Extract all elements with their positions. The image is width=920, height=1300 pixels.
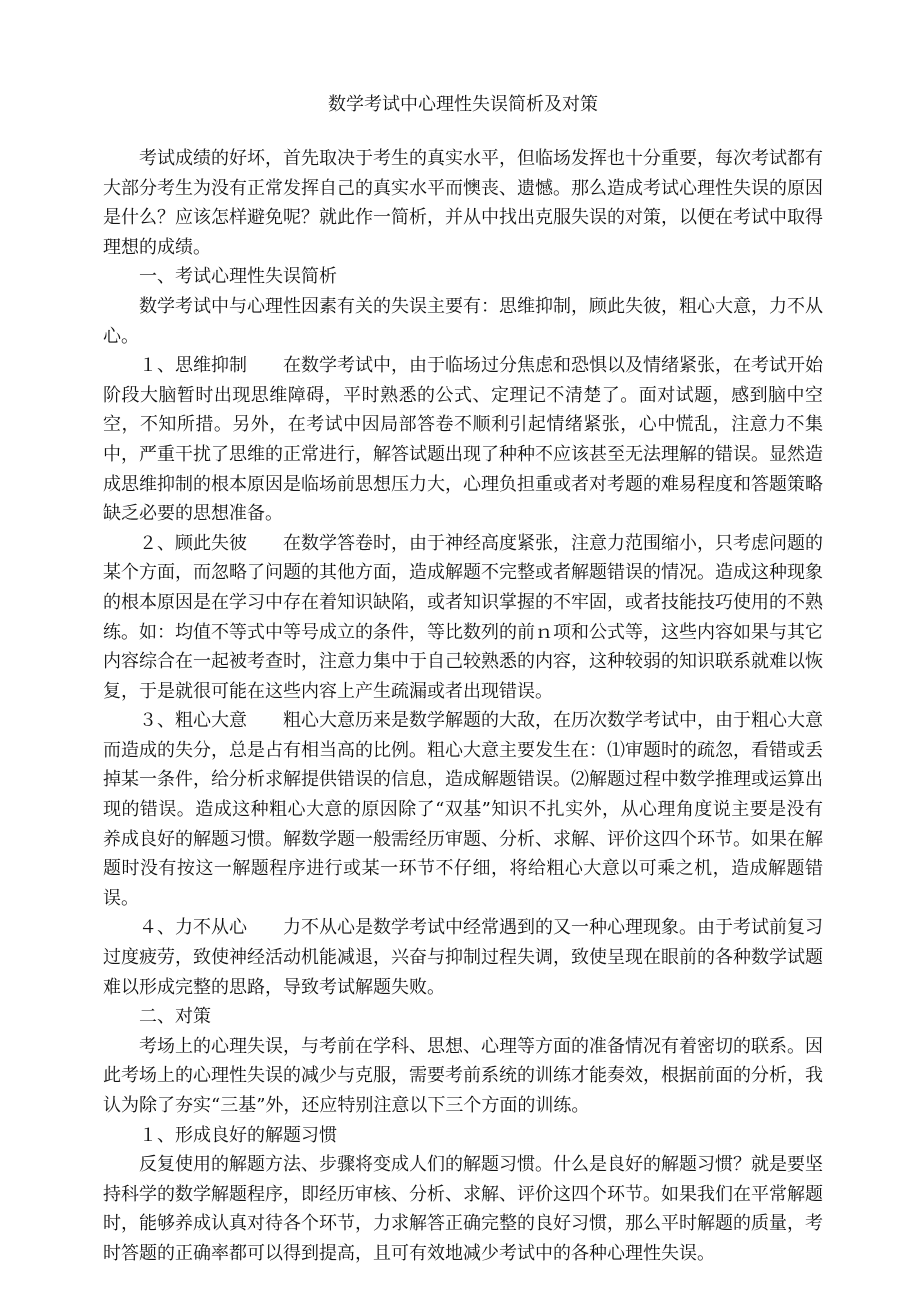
section-2-lead: 考场上的心理失误，与考前在学科、思想、心理等方面的准备情况有着密切的联系。因此考场上的心理性失误的减少与克服，需要考前系统的训练才能奏效，根据前面的分析，我认为除了夯实“三基”外，还应特别注意以下三个方面的训练。 bbox=[103, 1035, 823, 1116]
section-2-subheading: １、形成良好的解题习惯 bbox=[139, 1124, 337, 1146]
item-label: ４、力不从心 bbox=[139, 917, 247, 939]
section-2-heading: 二、对策 bbox=[139, 1006, 211, 1028]
item-text: 粗心大意历来是数学解题的大敌，在历次数学考试中，由于粗心大意而造成的失分，总是占有相当高的比例。粗心大意主要发生在：⑴审题时的疏忽，看错或丢掉某一条件，给分析求解提供错误的信息，造成解题错误。⑵解题过程中数学推理或运算出现的错误。造成这种粗心大意的原因除了“双基”知识不扎实外，从心理角度说主要是没有养成良好的解题习惯。解数学题一般需经历审题、分析、求解、评价这四个环节。如果在解题时没有按这一解题程序进行或某一环节不仔细，将给粗心大意以可乘之机，造成解题错误。 bbox=[103, 710, 823, 909]
item-text: 力不从心是数学考试中经常遇到的又一种心理现象。由于考试前复习过度疲劳，致使神经活动机能减退，兴奋与抑制过程失调，致使呈现在眼前的各种数学试题难以形成完整的思路，导致考试解题失败。 bbox=[103, 917, 823, 998]
section-1-heading: 一、考试心理性失误简析 bbox=[139, 266, 337, 288]
section-2-subtext: 反复使用的解题方法、步骤将变成人们的解题习惯。什么是良好的解题习惯？就是要坚持科学的数学解题程序，即经历审核、分析、求解、评价这四个环节。如果我们在平常解题时，能够养成认真对待各个环节，力求解答正确完整的良好习惯，那么平时解题的质量，考时答题的正确率都可以得到提高，且可有效地减少考试中的各种心理性失误。 bbox=[103, 1154, 823, 1264]
list-item bbox=[103, 706, 823, 913]
section-1-lead: 数学考试中与心理性因素有关的失误主要有：思维抑制，顾此失彼，粗心大意，力不从心。 bbox=[103, 295, 823, 347]
item-label: １、思维抑制 bbox=[139, 355, 247, 377]
item-text: 在数学考试中，由于临场过分焦虑和恐惧以及情绪紧张，在考试开始阶段大脑暂时出现思维障碍，平时熟悉的公式、定理记不清楚了。面对试题，感到脑中空空，不知所措。另外，在考试中因局部答卷不顺利引起情绪紧张，心中慌乱，注意力不集中，严重干扰了思维的正常进行，解答试题出现了种种不应该甚至无法理解的错误。显然造成思维抑制的根本原因是临场前思想压力大，心理负担重或者对考题的难易程度和答题策略缺乏必要的思想准备。 bbox=[103, 355, 823, 525]
document-title: 数学考试中心理性失误简析及对策 bbox=[328, 94, 598, 115]
list-item bbox=[103, 913, 823, 1002]
item-label: ３、粗心大意 bbox=[139, 710, 247, 732]
item-text: 在数学答卷时，由于神经高度紧张，注意力范围缩小，只考虑问题的某个方面，而忽略了问题的其他方面，造成解题不完整或者解题错误的情况。造成这种现象的根本原因是在学习中存在着知识缺陷，或者知识掌握的不牢固，或者技能技巧使用的不熟练。如：均值不等式中等号成立的条件，等比数列的前ｎ项和公式等，这些内容如果与其它内容综合在一起被考查时，注意力集中于自己较熟悉的内容，这种较弱的知识联系就难以恢复，于是就很可能在这些内容上产生疏漏或者出现错误。 bbox=[103, 532, 823, 702]
list-item bbox=[103, 529, 823, 707]
intro-paragraph: 考试成绩的好坏，首先取决于考生的真实水平，但临场发挥也十分重要，每次考试都有大部分考生为没有正常发挥自己的真实水平而懊丧、遗憾。那么造成考试心理性失误的原因是什么？应该怎样避免呢？就此作一简析，并从中找出克服失误的对策，以便在考试中取得理想的成绩。 bbox=[103, 148, 823, 258]
document-page bbox=[103, 92, 823, 1269]
item-label: ２、顾此失彼 bbox=[139, 532, 247, 554]
list-item bbox=[103, 351, 823, 529]
